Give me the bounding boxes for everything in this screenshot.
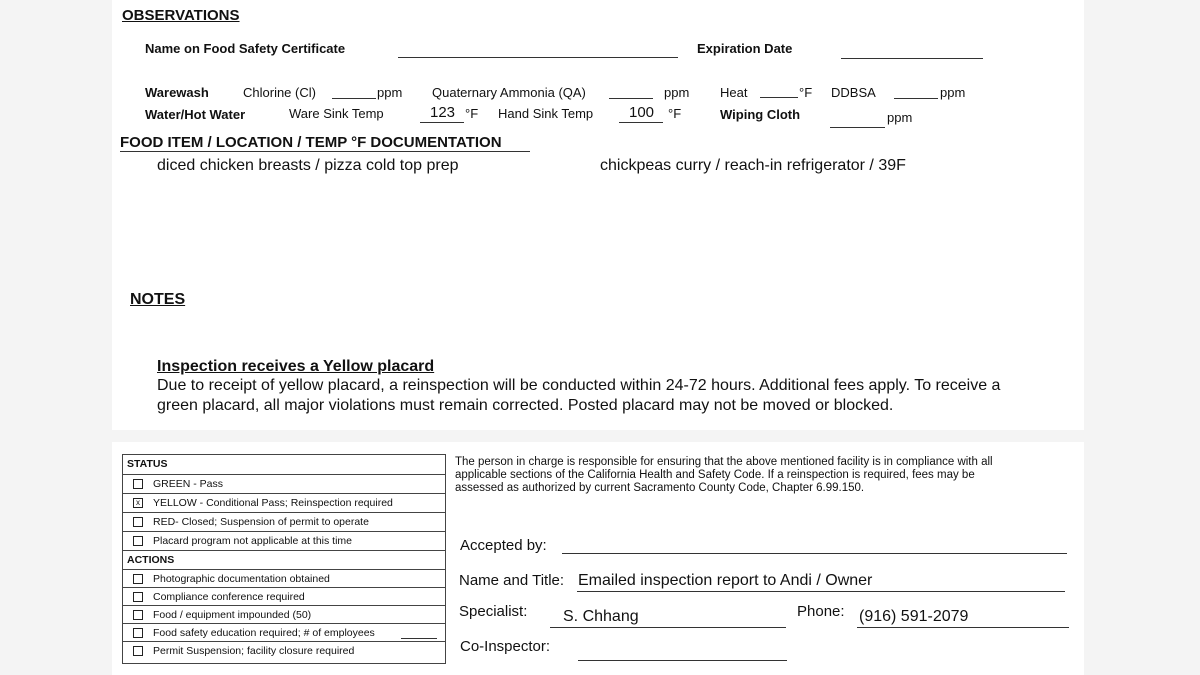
heat-unit: °F [799,85,813,100]
action-row[interactable] [123,587,445,606]
expiration-label: Expiration Date [697,41,793,56]
chlorine-label: Chlorine (Cl) [243,85,316,100]
notes-heading: NOTES [130,291,186,308]
action-checkbox[interactable] [133,646,143,656]
water-label: Water/Hot Water [145,107,246,122]
legal-line-3: assessed as authorized by current Sacramento County Code, Chapter 6.99.150. [455,482,865,494]
status-label: YELLOW - Conditional Pass; Reinspection required [153,497,393,509]
cert-label: Name on Food Safety Certificate [145,41,346,56]
ware-sink-value[interactable]: 123 [430,104,456,121]
action-checkbox[interactable] [133,592,143,602]
action-row[interactable] [123,605,445,624]
specialist-value[interactable]: S. Chhang [563,608,639,625]
hand-sink-line [619,122,663,123]
employees-count-line[interactable] [401,638,437,639]
co-inspector-line[interactable] [578,660,787,661]
ware-sink-line [420,122,464,123]
action-label: Photographic documentation obtained [153,573,330,585]
qa-label: Quaternary Ammonia (QA) [432,85,586,100]
status-row-green[interactable] [123,474,445,493]
phone-line [857,627,1069,628]
hand-sink-label: Hand Sink Temp [498,106,594,121]
status-actions-table [122,454,446,664]
ware-sink-unit: °F [465,106,479,121]
wiping-cloth-unit: ppm [887,110,913,125]
wiping-cloth-line[interactable] [830,127,885,128]
action-row[interactable] [123,623,445,642]
status-checkbox[interactable] [133,479,143,489]
status-checkbox[interactable]: x [133,498,143,508]
status-heading-row [123,455,445,474]
name-title-line [577,591,1065,592]
food-item-2: chickpeas curry / reach-in refrigerator / 39F [600,157,906,174]
ddbsa-unit: ppm [940,85,966,100]
food-item-1: diced chicken breasts / pizza cold top prep [157,157,459,174]
phone-label: Phone: [797,603,845,620]
status-label: RED- Closed; Suspension of permit to operate [153,516,369,528]
status-row-na[interactable] [123,531,445,550]
observations-heading: OBSERVATIONS [122,7,240,24]
action-checkbox[interactable] [133,628,143,638]
legal-line-1: The person in charge is responsible for ensuring that the above mentioned facility is in compliance with all [455,456,993,468]
specialist-label: Specialist: [459,603,528,620]
status-row-yellow[interactable] [123,493,445,512]
action-label: Food safety education required; # of employees [153,627,375,639]
actions-heading-row [123,550,445,569]
name-title-label: Name and Title: [459,572,565,589]
status-checkbox[interactable] [133,517,143,527]
status-heading: STATUS [127,458,168,470]
notes-line-2: green placard, all major violations must remain corrected. Posted placard may not be moved or blocked. [157,397,894,414]
notes-line-1: Due to receipt of yellow placard, a reinspection will be conducted within 24-72 hours. Additional fees apply. To receive a [157,377,1001,394]
cert-line[interactable] [398,57,678,58]
accepted-by-label: Accepted by: [460,537,547,554]
action-label: Compliance conference required [153,591,305,603]
food-heading: FOOD ITEM / LOCATION / TEMP °F DOCUMENTATION [120,134,502,151]
hand-sink-unit: °F [668,106,682,121]
heat-label: Heat [720,85,748,100]
action-label: Food / equipment impounded (50) [153,609,312,621]
wiping-cloth-label: Wiping Cloth [720,107,801,122]
qa-unit: ppm [664,85,690,100]
action-checkbox[interactable] [133,610,143,620]
expiration-line[interactable] [841,58,983,59]
legal-line-2: applicable sections of the California Health and Safety Code. If a reinspection is required, fees may be [455,469,975,481]
action-label: Permit Suspension; facility closure required [153,645,355,657]
ddbsa-label: DDBSA [831,85,876,100]
status-checkbox[interactable] [133,536,143,546]
qa-line[interactable] [609,98,653,99]
accepted-by-line[interactable] [562,553,1067,554]
co-inspector-label: Co-Inspector: [460,638,551,655]
hand-sink-value[interactable]: 100 [629,104,655,121]
placard-title: Inspection receives a Yellow placard [157,358,435,375]
food-heading-underline [120,151,530,152]
legal-text [455,456,993,495]
phone-value[interactable]: (916) 591-2079 [859,608,969,625]
action-row[interactable] [123,641,445,660]
action-checkbox[interactable] [133,574,143,584]
specialist-line [550,627,786,628]
ware-sink-label: Ware Sink Temp [289,106,384,121]
status-label: Placard program not applicable at this time [153,535,353,547]
chlorine-unit: ppm [377,85,403,100]
heat-line[interactable] [760,97,798,98]
status-row-red[interactable] [123,512,445,531]
name-title-value[interactable]: Emailed inspection report to Andi / Owner [578,572,873,589]
ddbsa-line[interactable] [894,98,938,99]
actions-heading: ACTIONS [127,554,175,566]
warewash-label: Warewash [145,85,209,100]
status-label: GREEN - Pass [153,478,224,490]
action-row[interactable] [123,569,445,588]
chlorine-line[interactable] [332,98,376,99]
